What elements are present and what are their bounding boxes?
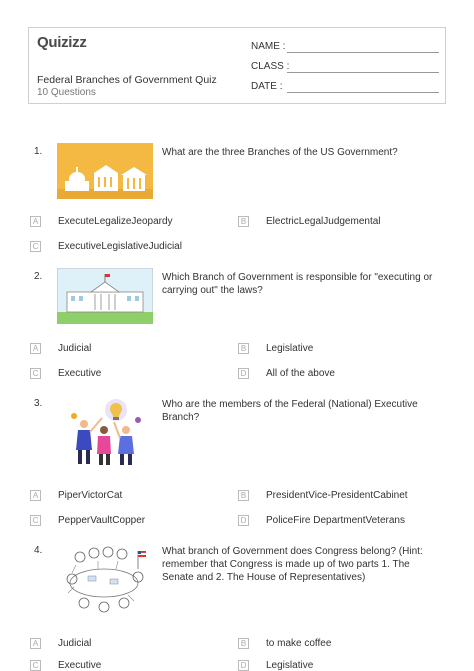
option-letter-box: C: [30, 241, 41, 252]
name-field[interactable]: [251, 41, 285, 52]
option-letter-box: C: [30, 515, 41, 526]
option-letter-box: B: [238, 216, 249, 227]
option-text: to make coffee: [266, 638, 332, 649]
date-field[interactable]: [251, 81, 282, 92]
option-letter-box: D: [238, 368, 249, 379]
class-field[interactable]: [251, 61, 289, 72]
class-label: CLASS :: [251, 61, 290, 72]
quizizz-logo: Quizizz: [37, 34, 87, 51]
option-text: All of the above: [266, 368, 335, 379]
question-4-text: What branch of Government does Congress belong? (Hint: remember that Congress is made up of two parts 1. The Senate and 2. The House of Representatives): [162, 546, 423, 583]
question-2-number: 2.: [34, 271, 43, 282]
option-text: ElectricLegalJudgemental: [266, 216, 381, 227]
option-text: Executive: [58, 368, 102, 379]
three-government-buildings-illustration: [57, 143, 153, 199]
option-letter-box: B: [238, 490, 249, 501]
date-label: DATE :: [251, 81, 283, 92]
class-line: [287, 72, 439, 73]
option-text: Legislative: [266, 343, 314, 354]
meeting-table-sketch: [58, 543, 150, 615]
question-3-number: 3.: [34, 398, 43, 409]
option-text: Judicial: [58, 343, 92, 354]
option-letter-box: A: [30, 638, 41, 649]
option-letter-box: B: [238, 638, 249, 649]
option-text: PepperVaultCopper: [58, 515, 146, 526]
name-line: [287, 52, 439, 53]
question-2-text: Which Branch of Government is responsible for "executing or carrying out" the laws?: [162, 272, 433, 296]
worksheet-header: [28, 27, 446, 104]
option-letter-box: B: [238, 343, 249, 354]
question-1-text: What are the three Branches of the US Government?: [162, 147, 398, 158]
option-letter-box: A: [30, 216, 41, 227]
option-letter-box: D: [238, 515, 249, 526]
option-text: ExecutiveLegislativeJudicial: [58, 241, 182, 252]
option-letter-box: A: [30, 343, 41, 354]
white-house-illustration: [57, 268, 153, 324]
question-4-number: 4.: [34, 545, 43, 556]
option-text: Legislative: [266, 660, 314, 671]
option-letter-box: D: [238, 660, 249, 671]
option-text: Executive: [58, 660, 102, 671]
option-text: PiperVictorCat: [58, 490, 123, 501]
date-line: [287, 92, 439, 93]
option-text: PoliceFire DepartmentVeterans: [266, 515, 405, 526]
question-count: 10 Questions: [37, 87, 96, 98]
people-team-illustration: [62, 396, 148, 468]
option-letter-box: C: [30, 368, 41, 379]
option-letter-box: A: [30, 490, 41, 501]
option-text: PresidentVice-PresidentCabinet: [266, 490, 408, 501]
name-label: NAME :: [251, 41, 286, 52]
question-3-text: Who are the members of the Federal (National) Executive Branch?: [162, 399, 418, 423]
quiz-title: Federal Branches of Government Quiz: [37, 74, 217, 86]
option-letter-box: C: [30, 660, 41, 671]
option-text: Judicial: [58, 638, 92, 649]
option-text: ExecuteLegalizeJeopardy: [58, 216, 173, 227]
question-1-number: 1.: [34, 146, 43, 157]
